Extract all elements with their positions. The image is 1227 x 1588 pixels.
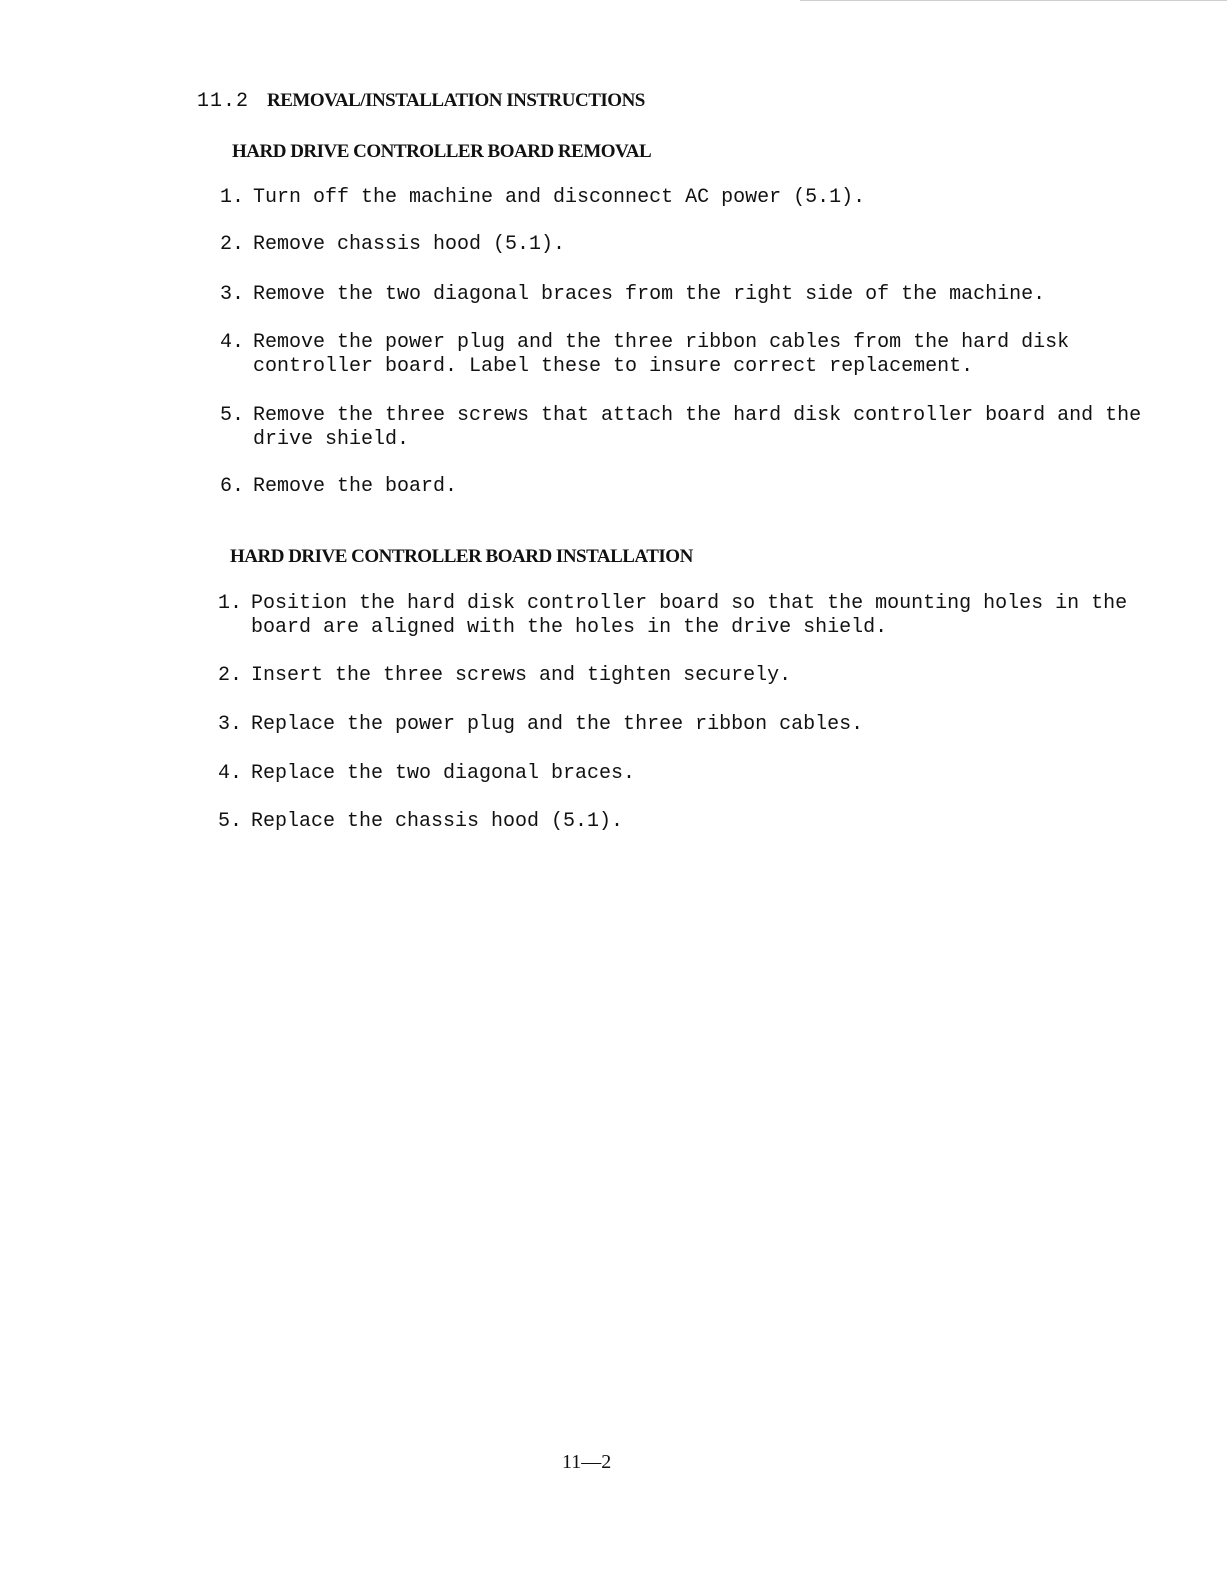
removal-step-1 [220,186,865,210]
step-text: Remove chassis hood (5.1). [253,233,566,256]
step-number: 2. [220,233,245,256]
step-number: 1. [220,186,245,209]
removal-step-3 [220,283,1045,307]
top-rule [800,0,1227,1]
step-number: 4. [218,762,243,785]
section-number: 11.2 [197,90,250,113]
installation-step-5 [218,810,623,834]
step-text: Replace the two diagonal braces. [251,762,636,785]
step-text-continued: controller board. Label these to insure correct replacement. [253,355,974,378]
step-number: 1. [218,592,243,615]
installation-step-1 [218,592,1127,640]
section-heading [197,90,645,113]
step-number: 4. [220,331,245,354]
installation-step-3 [218,713,863,737]
step-number: 2. [218,664,243,687]
step-number: 5. [220,404,245,427]
removal-step-6 [220,475,457,499]
removal-step-5 [220,404,1141,452]
step-text: Remove the three screws that attach the hard disk controller board and the [253,404,1142,427]
step-text-continued: drive shield. [253,428,410,451]
step-text: Position the hard disk controller board so that the mounting holes in the [251,592,1128,615]
page-number: 11—2 [562,1451,612,1473]
removal-step-2 [220,233,565,257]
installation-step-2 [218,664,791,688]
step-text: Remove the board. [253,475,458,498]
step-text: Remove the power plug and the three ribbon cables from the hard disk [253,331,1070,354]
installation-step-4 [218,762,635,786]
installation-heading: HARD DRIVE CONTROLLER BOARD INSTALLATION [230,546,693,567]
step-number: 3. [220,283,245,306]
step-text-continued: board are aligned with the holes in the drive shield. [251,616,888,639]
step-number: 6. [220,475,245,498]
step-text: Remove the two diagonal braces from the right side of the machine. [253,283,1046,306]
step-text: Replace the power plug and the three ribbon cables. [251,713,864,736]
step-text: Turn off the machine and disconnect AC power (5.1). [253,186,866,209]
removal-heading: HARD DRIVE CONTROLLER BOARD REMOVAL [232,141,652,162]
step-text: Replace the chassis hood (5.1). [251,810,624,833]
removal-step-4 [220,331,1069,379]
step-text: Insert the three screws and tighten securely. [251,664,792,687]
step-number: 3. [218,713,243,736]
step-number: 5. [218,810,243,833]
section-title: REMOVAL/INSTALLATION INSTRUCTIONS [267,90,645,111]
